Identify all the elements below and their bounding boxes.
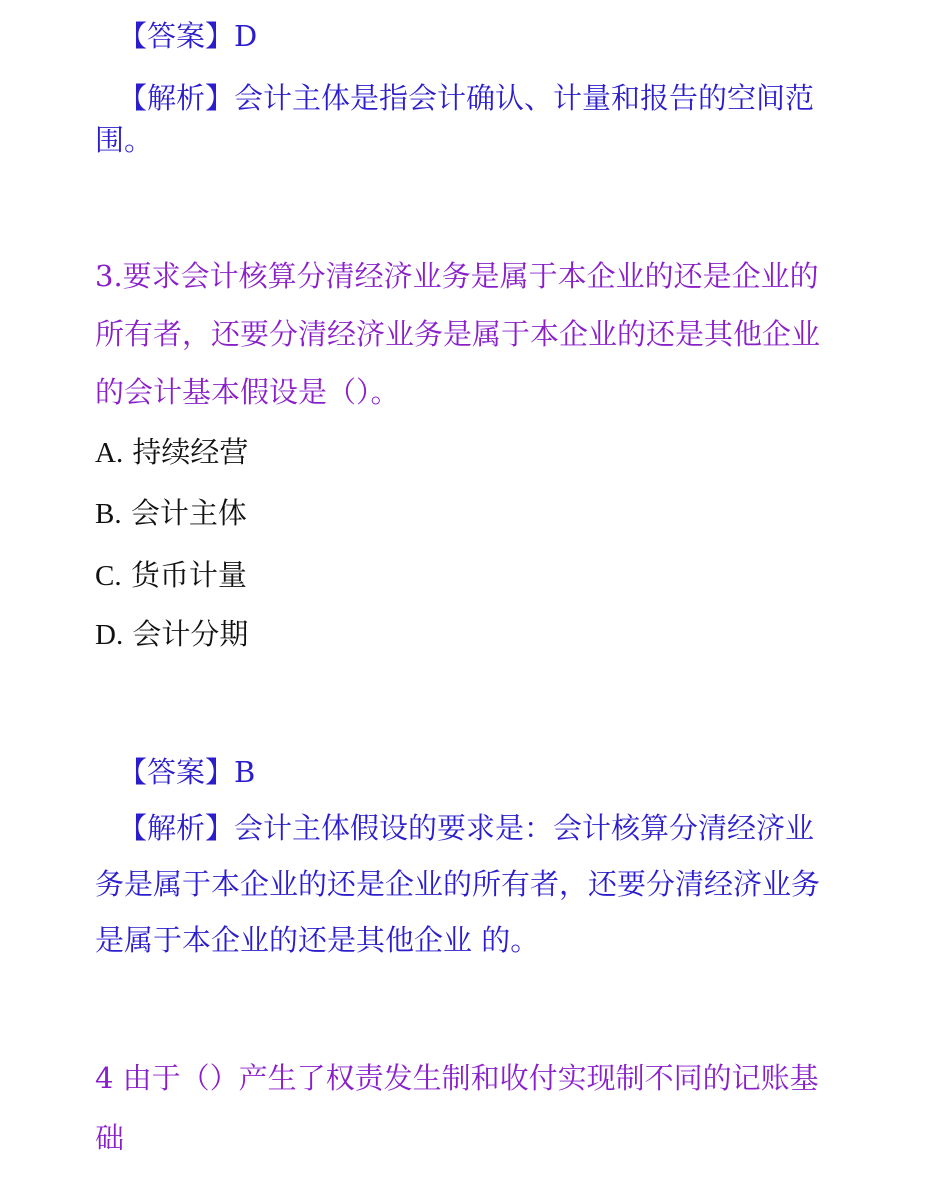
option-d-label: D.	[95, 619, 124, 651]
option-d-text: 会计分期	[132, 617, 249, 651]
option-b	[95, 493, 247, 534]
q4-stem-line1: 4 由于（）产生了权责发生制和收付实现制不同的记账基	[95, 1061, 819, 1095]
q4-stem-line2: 础	[95, 1121, 125, 1155]
q3-answer: 【答案】B	[118, 755, 256, 789]
option-c-text: 货币计量	[130, 558, 247, 592]
q3-stem-line3: 的会计基本假设是（）。	[95, 375, 400, 409]
option-b-label: B.	[95, 498, 122, 530]
option-c	[95, 555, 247, 596]
q3-stem-line1: 3.要求会计核算分清经济业务是属于本企业的还是企业的	[95, 259, 819, 293]
q3-analysis-line3: 是属于本企业的还是其他企业 的。	[95, 923, 540, 957]
option-c-label: C.	[95, 560, 122, 592]
q3-stem-line2: 所有者，还要分清经济业务是属于本企业的还是其他企业	[95, 317, 821, 351]
q3-analysis-line2: 务是属于本企业的还是企业的所有者，还要分清经济业务	[95, 867, 821, 901]
q2-analysis-line2: 围。	[95, 123, 154, 157]
option-b-text: 会计主体	[130, 496, 247, 530]
q3-analysis-line1: 【解析】会计主体假设的要求是：会计核算分清经济业	[118, 811, 815, 845]
option-a-text: 持续经营	[132, 435, 249, 469]
q2-answer: 【答案】D	[118, 19, 258, 53]
option-a	[95, 432, 248, 473]
q2-analysis-line1: 【解析】会计主体是指会计确认、计量和报告的空间范	[118, 81, 815, 115]
option-a-label: A.	[95, 437, 124, 469]
option-d	[95, 614, 248, 655]
